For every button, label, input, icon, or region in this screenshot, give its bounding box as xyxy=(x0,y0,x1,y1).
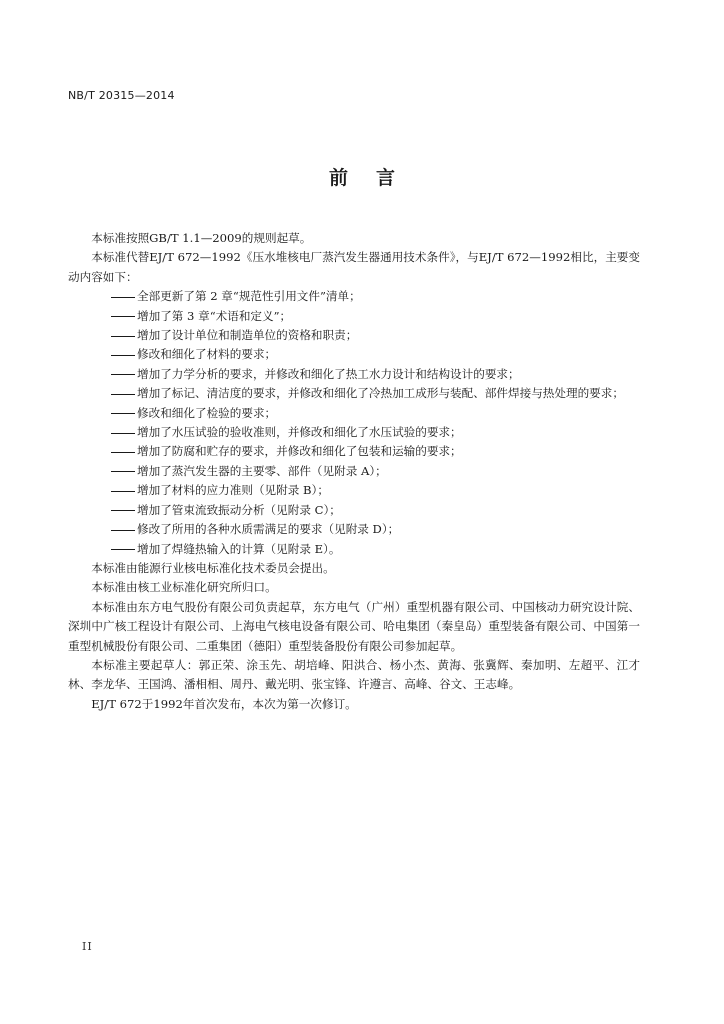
standard-code: NB/T 20315—2014 xyxy=(68,89,175,102)
list-item: 增加了焊缝热输入的计算（见附录 E）。 xyxy=(111,540,640,559)
dash-mark xyxy=(111,384,137,403)
dash-mark xyxy=(111,345,137,364)
changes-list xyxy=(68,287,640,559)
list-item: 全部更新了第 2 章“规范性引用文件”清单； xyxy=(111,287,640,306)
list-item: 增加了防腐和贮存的要求，并修改和细化了包装和运输的要求； xyxy=(111,442,640,461)
dash-mark xyxy=(111,326,137,345)
list-item: 增加了管束流致振动分析（见附录 C）； xyxy=(111,501,640,520)
dash-mark xyxy=(111,307,137,326)
list-item: 修改和细化了检验的要求； xyxy=(111,404,640,423)
page-number: II xyxy=(82,940,93,953)
dash-mark xyxy=(111,442,137,461)
paragraph-administrator: 本标准由核工业标准化研究所归口。 xyxy=(91,580,277,595)
dash-mark xyxy=(111,365,137,384)
dash-mark xyxy=(111,404,137,423)
dash-mark xyxy=(111,540,137,559)
list-item: 增加了水压试验的验收准则，并修改和细化了水压试验的要求； xyxy=(111,423,640,442)
list-item: 增加了第 3 章“术语和定义”； xyxy=(111,307,640,326)
dash-mark xyxy=(111,287,137,306)
list-item: 增加了设计单位和制造单位的资格和职责； xyxy=(111,326,640,345)
paragraph-history: EJ/T 672于1992年首次发布，本次为第一次修订。 xyxy=(91,696,357,711)
list-item: 修改和细化了材料的要求； xyxy=(111,345,640,364)
paragraph-drafting-rule: 本标准按照GB/T 1.1—2009的规则起草。 xyxy=(91,231,312,245)
list-item: 增加了蒸汽发生器的主要零、部件（见附录 A）； xyxy=(111,462,640,481)
list-item: 增加了标记、清洁度的要求，并修改和细化了冷热加工成形与装配、部件焊接与热处理的要求； xyxy=(111,384,640,403)
dash-mark xyxy=(111,520,137,539)
dash-mark xyxy=(111,501,137,520)
list-item: 修改了所用的各种水质需满足的要求（见附录 D）； xyxy=(111,520,640,539)
list-item: 增加了力学分析的要求，并修改和细化了热工水力设计和结构设计的要求； xyxy=(111,365,640,384)
paragraph-replacement: 本标准代替EJ/T 672—1992《压水堆核电厂蒸汽发生器通用技术条件》，与EJ/T 672—1992相比，主要变动内容如下： xyxy=(68,250,640,284)
dash-mark xyxy=(111,481,137,500)
dash-mark xyxy=(111,462,137,481)
dash-mark xyxy=(111,423,137,442)
paragraph-proposer: 本标准由能源行业核电标准化技术委员会提出。 xyxy=(91,560,335,575)
list-item: 增加了材料的应力准则（见附录 B）； xyxy=(111,481,640,500)
page-title: 前言 xyxy=(328,167,423,189)
paragraph-drafting-organizations: 本标准由东方电气股份有限公司负责起草，东方电气（广州）重型机器有限公司、中国核动力研究设计院、深圳中广核工程设计有限公司、上海电气核电设备有限公司、哈电集团（秦皇岛）重型装备有限公司、中国第一重型机械股份有限公司、二重集团（德阳）重型装备股份有限公司参加起草。 xyxy=(68,599,640,653)
foreword-body xyxy=(68,229,640,714)
paragraph-drafters: 本标准主要起草人：郭正荣、涂玉先、胡培峰、阳洪合、杨小杰、黄海、张冀辉、秦加明、左超平、江才林、李龙华、王国鸿、潘相相、周丹、戴光明、张宝锋、许遵言、高峰、谷文、王志峰。 xyxy=(68,657,640,692)
